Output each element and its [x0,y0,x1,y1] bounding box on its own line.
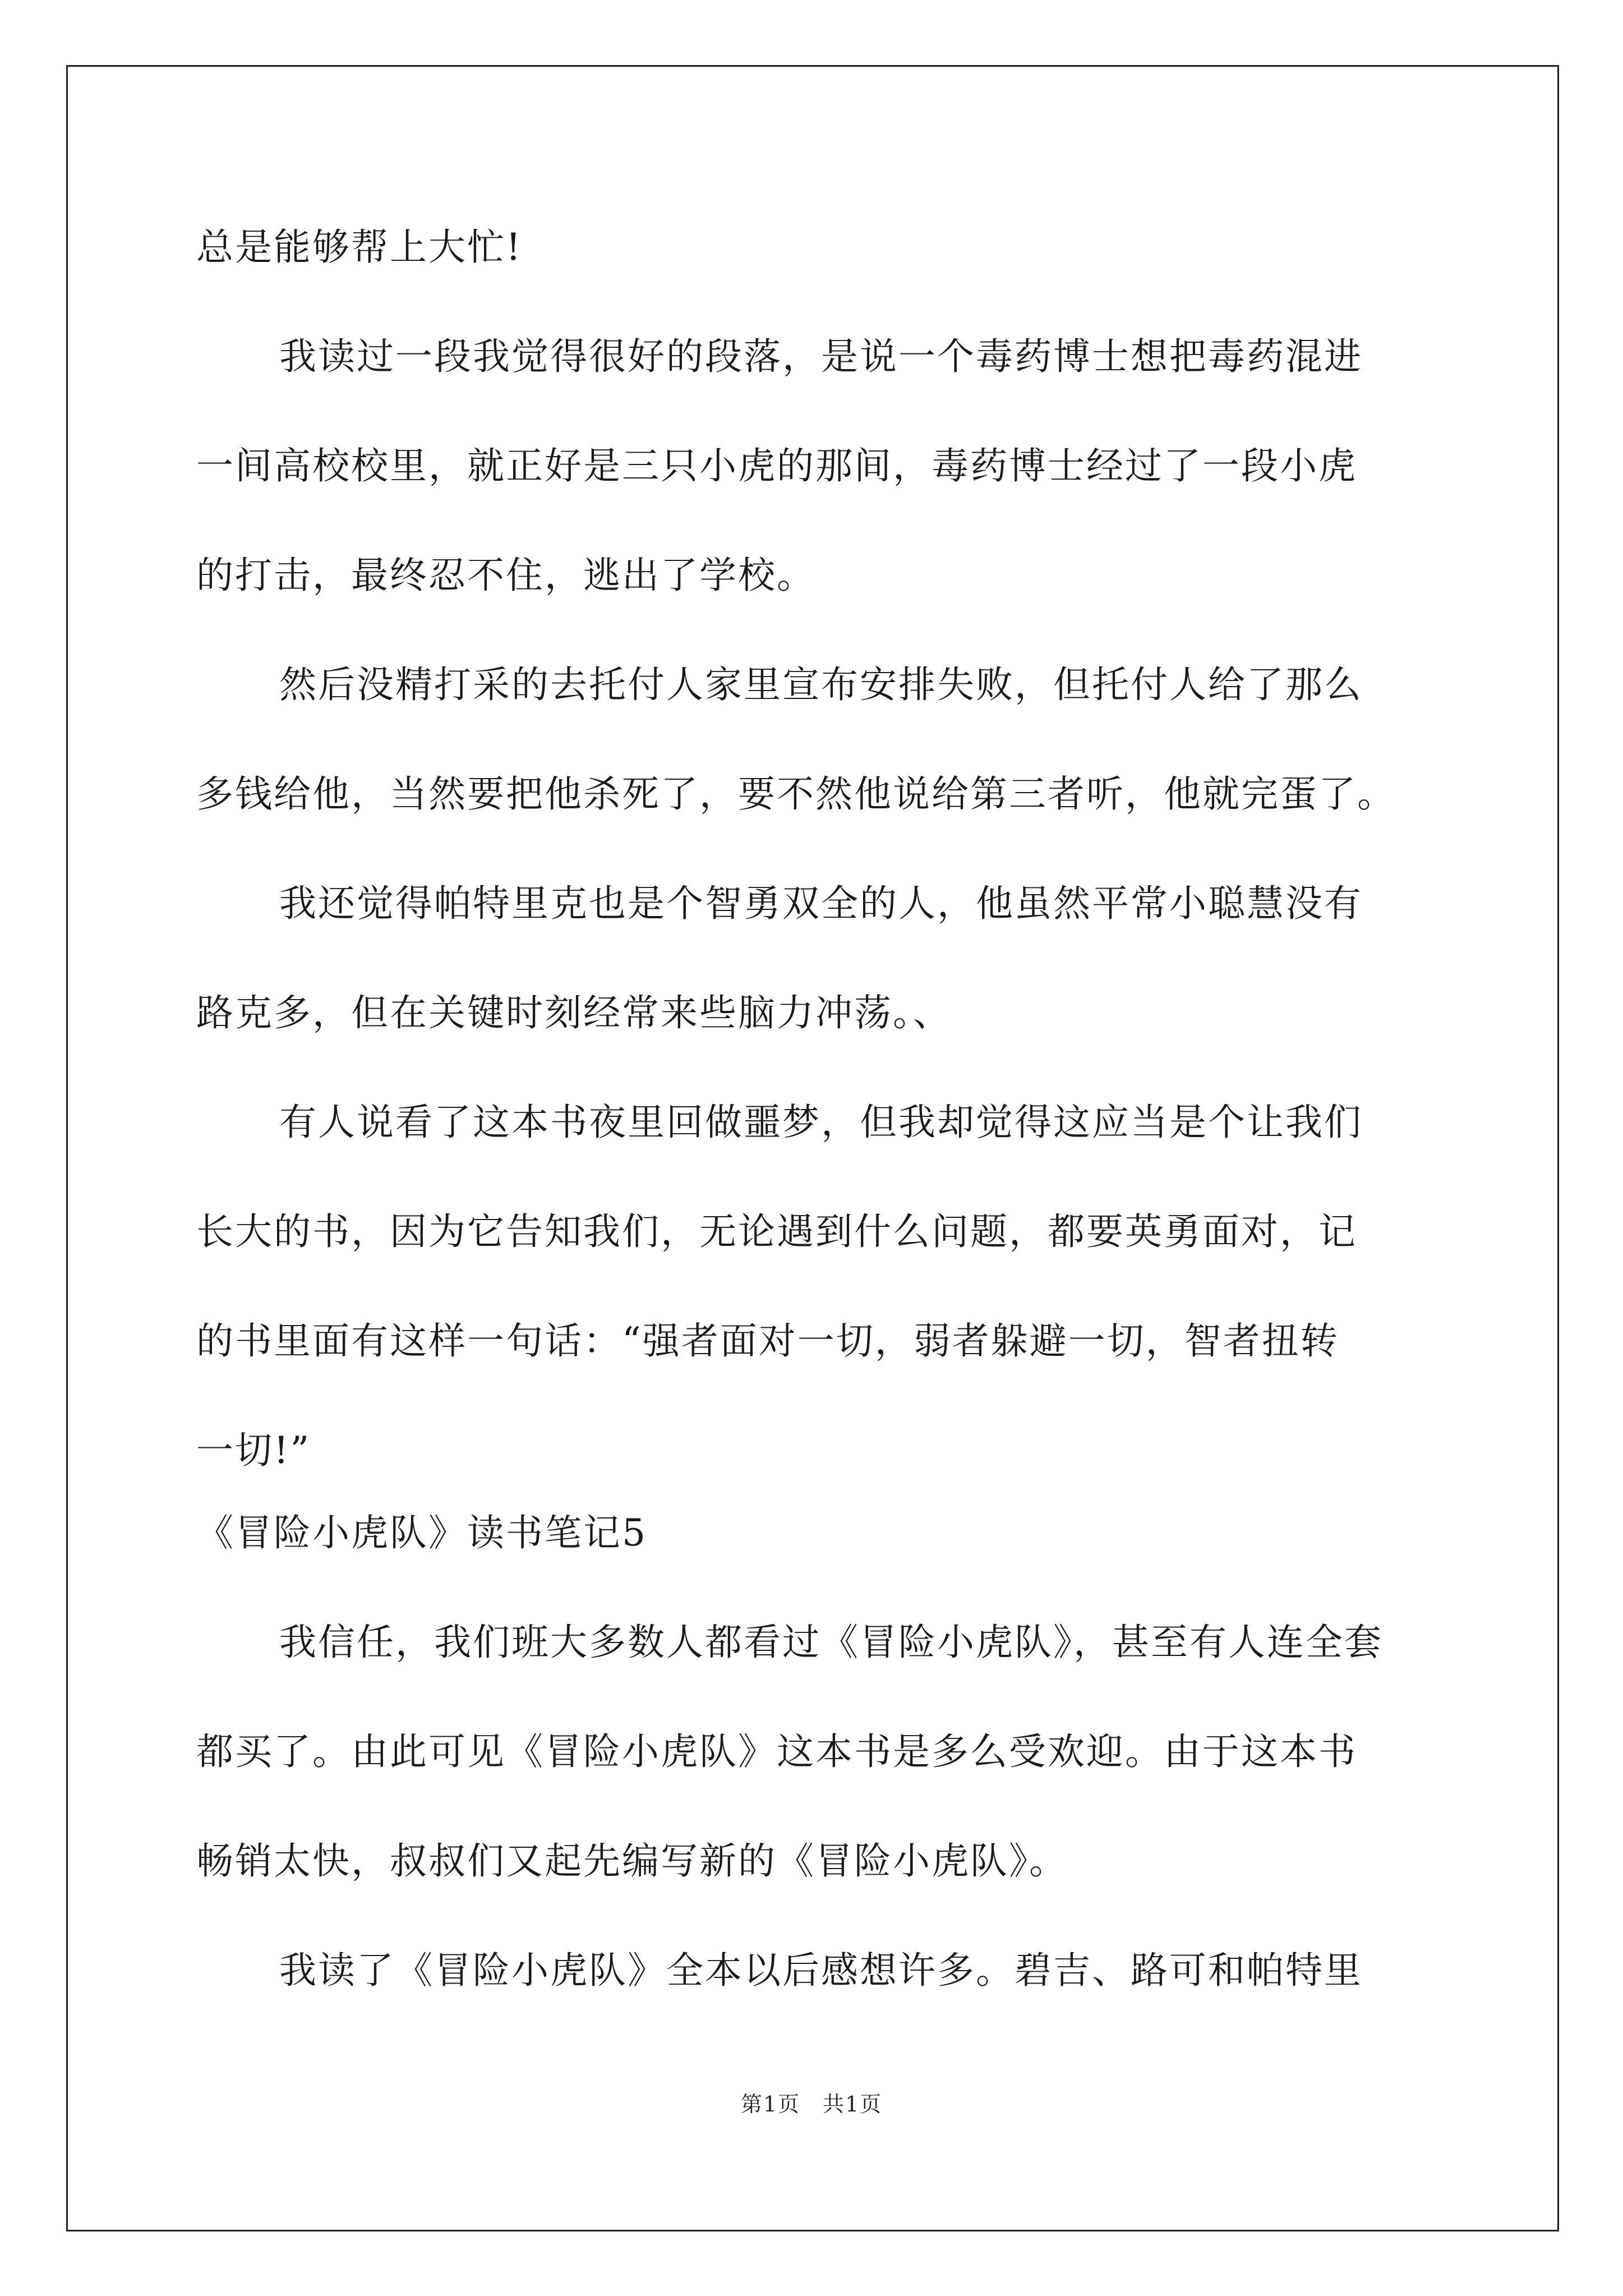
section-heading: 《冒险小虎队》读书笔记5 [196,1511,647,1554]
page-border [66,65,1559,2231]
text-line: 多钱给他，当然要把他杀死了，要不然他说给第三者听，他就完蛋了。 [196,772,1396,816]
text-line: 长大的书，因为它告知我们，无论遇到什么问题，都要英勇面对，记 [196,1210,1357,1253]
paragraph-start: 我还觉得帕特里克也是个智勇双全的人，他虽然平常小聪慧没有 [279,882,1363,925]
paragraph-start: 我读了《冒险小虎队》全本以后感想许多。碧吉、路可和帕特里 [279,1949,1363,1992]
paragraph-start: 然后没精打采的去托付人家里宣布安排失败，但托付人给了那么 [279,663,1363,706]
paragraph-start: 有人说看了这本书夜里回做噩梦，但我却觉得这应当是个让我们 [279,1101,1363,1144]
text-line: 路克多，但在关键时刻经常来些脑力冲荡。、 [196,991,952,1034]
text-line: 一切!” [196,1429,311,1472]
paragraph-start: 我读过一段我觉得很好的段落，是说一个毒药博士想把毒药混进 [279,335,1363,378]
text-line: 都买了。由此可见《冒险小虎队》这本书是多么受欢迎。由于这本书 [196,1730,1357,1773]
page-footer: 第1页 共1页 [740,2092,883,2116]
text-line: 一间高校校里，就正好是三只小虎的那间，毒药博士经过了一段小虎 [196,444,1357,487]
paragraph-start: 我信任，我们班大多数人都看过《冒险小虎队》，甚至有人连全套 [279,1621,1383,1664]
text-line: 总是能够帮上大忙! [196,226,523,269]
text-line: 的打击，最终忍不住，逃出了学校。 [196,554,815,597]
text-line: 畅销太快，叔叔们又起先编写新的《冒险小虎队》。 [196,1839,1068,1883]
text-line: 的书里面有这样一句话：“强者面对一切，弱者躲避一切，智者扭转 [196,1319,1339,1363]
